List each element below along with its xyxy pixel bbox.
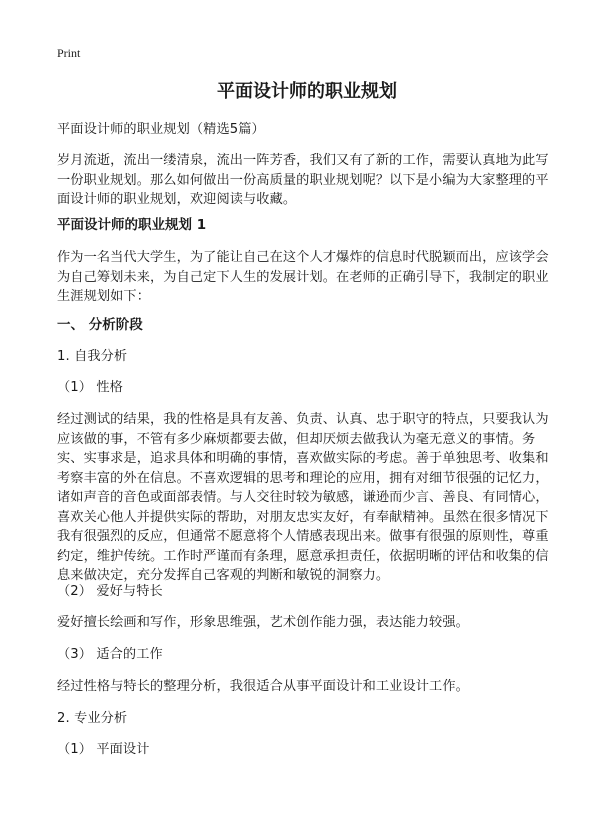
list-item: 1. 自我分析 bbox=[57, 349, 128, 364]
list-subitem: （3） 适合的工作 bbox=[57, 647, 163, 662]
intro-paragraph: 岁月流逝，流出一缕清泉，流出一阵芳香，我们又有了新的工作，需要认真地为此写一份职业规划。那么如何做出一份高质量的职业规划呢？以下是小编为大家整理的平面设计师的职业规划，欢迎阅读与收藏。 bbox=[57, 153, 549, 207]
list-item: 2. 专业分析 bbox=[57, 711, 128, 726]
section-paragraph: 作为一名当代大学生，为了能让自己在这个人才爆炸的信息时代脱颖而出，应该学会为自己筹划未来，为自己定下人生的发展计划。在老师的正确引导下，我制定的职业生涯规划如下： bbox=[57, 250, 549, 304]
document-subtitle: 平面设计师的职业规划（精选5篇） bbox=[57, 122, 265, 137]
print-link[interactable]: Print bbox=[57, 46, 81, 60]
personality-paragraph: 经过测试的结果，我的性格是具有友善、负责、认真、忠于职守的特点，只要我认为应该做的事，不管有多少麻烦都要去做，但却厌烦去做我认为毫无意义的事情。务实、实事求是，追求具体和明确的事情，喜欢做实际的考虑。善于单独思考、收集和考察丰富的外在信息。不喜欢逻辑的思考和理论的应用，拥有对细节很强的记忆力，诸如声音的音色或面部表情。与人交往时较为敏感，谦逊而少言、善良、有同情心，喜欢关心他人并提供实际的帮助，对朋友忠实友好，有奉献精神。虽然在很多情况下我有很强烈的反应，但通常不愿意将个人情感表现出来。做事有很强的原则性，尊重约定，维护传统。工作时严谨而有条理，愿意承担责任，依据明晰的评估和收集的信息来做决定，充分发挥自己客观的判断和敏锐的洞察力。 bbox=[57, 412, 549, 583]
part-heading: 一、 分析阶段 bbox=[57, 317, 143, 333]
section-heading: 平面设计师的职业规划 1 bbox=[57, 217, 207, 233]
suitable-paragraph: 经过性格与特长的整理分析，我很适合从事平面设计和工业设计工作。 bbox=[57, 679, 469, 694]
list-subitem: （1） 性格 bbox=[57, 380, 123, 395]
hobby-paragraph: 爱好擅长绘画和写作，形象思维强，艺术创作能力强，表达能力较强。 bbox=[57, 615, 469, 630]
page-title: 平面设计师的职业规划 bbox=[217, 81, 397, 102]
list-subitem: （1） 平面设计 bbox=[57, 742, 150, 757]
list-subitem: （2） 爱好与特长 bbox=[57, 584, 163, 599]
